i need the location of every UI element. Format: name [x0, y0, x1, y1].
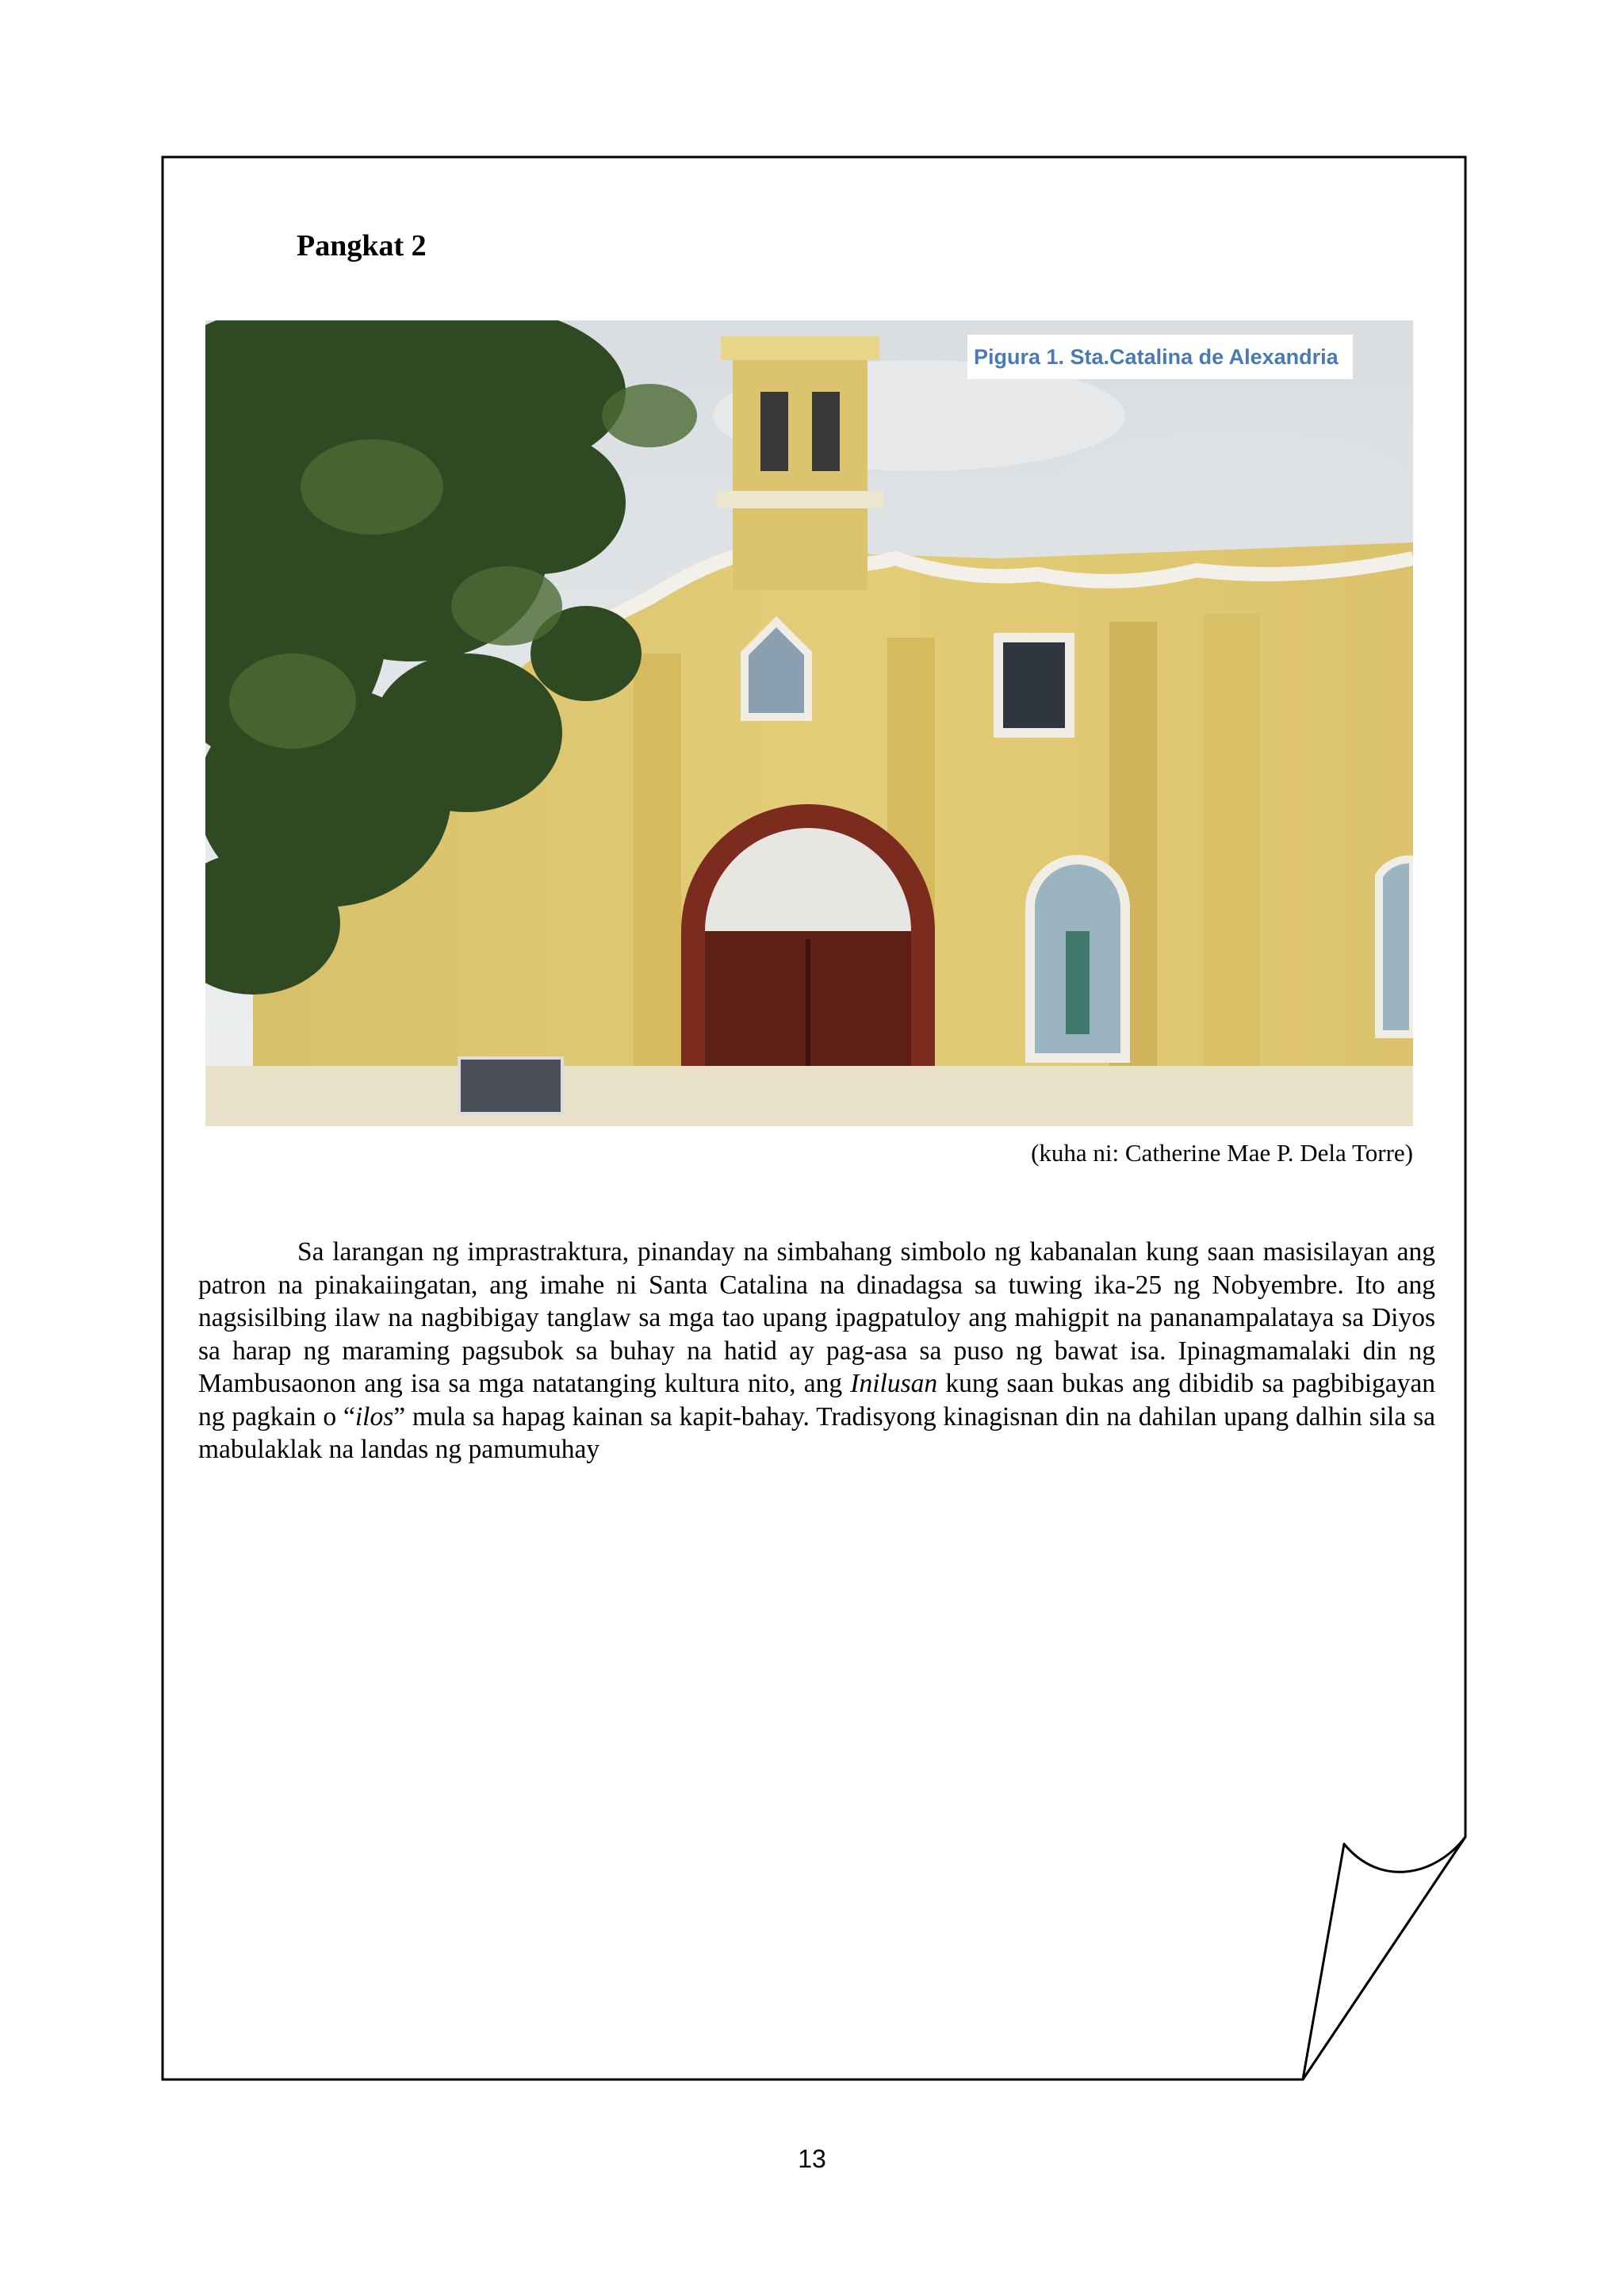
page-number: 13 [798, 2145, 826, 2173]
photo-credit: (kuha ni: Catherine Mae P. Dela Torre) [1031, 1139, 1413, 1167]
body-text-part1: Sa larangan ng imprastraktura, pinanday na simbahang simbolo ng kabanalan kung saan masisilayan ang patron na pinakaiingatan, ang imahe ni Santa Catalina na dinadagsa sa tuwing ika-25 ng Nobyembre. Ito ang nagsisilbing ilaw na nagbibigay tanglaw sa mga tao upang ipagpatuloy ang mahigpit na pananampalataya sa Diyos sa harap ng maraming pagsubok sa buhay na hatid ay pag-asa sa puso ng bawat isa. Ipinagmamalaki din ng Mambusaonon ang isa sa mga natatanging kultura nito, ang [198, 1237, 1435, 1398]
body-paragraph [198, 1236, 1435, 1466]
figure-caption-box [967, 335, 1353, 379]
body-text-part2: kung saan bukas ang dibidib sa pagbibigayan ng pagkain o “ [198, 1369, 1435, 1432]
term-inilusan: Inilusan [850, 1369, 938, 1398]
page-curl [1303, 1837, 1465, 2079]
body-text-part3: ” mula sa hapag kainan sa kapit-bahay. Tradisyong kinagisnan din na dahilan upang dalhin sila sa mabulaklak na landas ng pamumuhay [198, 1401, 1435, 1464]
term-ilos: ilos [354, 1401, 394, 1432]
church-photo [205, 320, 1413, 1126]
section-heading: Pangkat 2 [297, 229, 427, 263]
figure-caption: Pigura 1. Sta.Catalina de Alexandria [974, 344, 1339, 369]
